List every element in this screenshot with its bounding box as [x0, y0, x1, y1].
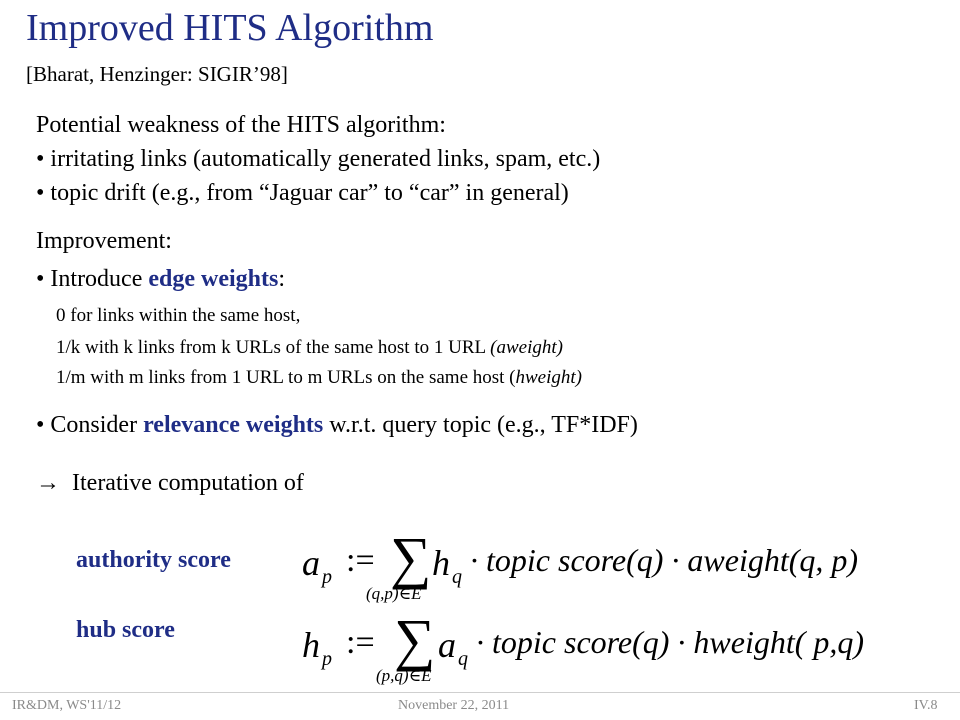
slide-title: Improved HITS Algorithm: [26, 7, 434, 49]
iterative-text: Iterative computation of: [72, 470, 304, 496]
weakness-heading: Potential weakness of the HITS algorithm:: [36, 112, 446, 138]
hub-sum-under: (p,q)∈E: [376, 666, 432, 685]
edge-line-3-text: 1/m with m links from 1 URL to m URLs on the same host (: [56, 367, 516, 388]
relevance-suffix: w.r.t. query topic (e.g., TF*IDF): [323, 412, 638, 438]
iterative-line: [36, 470, 304, 497]
authority-assign: :=: [346, 542, 375, 579]
edge-line-1: [56, 305, 300, 327]
edge-suffix: :: [278, 266, 286, 292]
relevance-bullet: • Consider relevance weights w.r.t. query topic (e.g., TF*IDF): [36, 412, 638, 438]
edge-line-1-text: 0 for links within the same host,: [56, 305, 301, 326]
edge-weights-bullet: • Introduce edge weights:: [36, 266, 286, 292]
relevance-prefix: Consider: [50, 412, 144, 438]
improvement-heading: Improvement:: [36, 228, 172, 254]
hub-score-label: hub score: [76, 617, 175, 643]
aweight-label: (aweight): [490, 337, 563, 358]
edge-weights-highlight: edge weights: [148, 266, 279, 292]
hub-term-sub: q: [458, 648, 468, 670]
hub-rest: · topic score(q) · hweight( p,q): [476, 624, 865, 660]
relevance-weights-highlight: relevance weights: [143, 412, 324, 438]
footer-page-number: IV.8: [914, 698, 938, 713]
authority-sum-under: (q,p)∈E: [366, 584, 422, 603]
authority-term-sub: q: [452, 566, 462, 588]
hub-sum-icon: ∑: [394, 607, 436, 672]
weakness-bullet-1: • irritating links (automatically generated links, spam, etc.): [36, 146, 601, 172]
authority-score-label: authority score: [76, 547, 231, 573]
edge-prefix: Introduce: [50, 266, 149, 292]
edge-line-3: [56, 367, 582, 389]
hub-lhs-sub: p: [322, 648, 332, 670]
edge-line-2-text: 1/k with k links from k URLs of the same host to 1 URL: [56, 337, 491, 358]
footer-date: November 22, 2011: [398, 698, 510, 713]
weakness-item-2: topic drift (e.g., from “Jaguar car” to “car” in general): [50, 180, 569, 206]
weakness-item-1: irritating links (automatically generated links, spam, etc.): [50, 146, 601, 172]
authority-sum-icon: ∑: [390, 525, 432, 590]
authority-lhs-sub: p: [322, 566, 332, 588]
footer-course: IR&DM, WS'11/12: [12, 698, 122, 713]
hub-term: a: [438, 625, 456, 665]
footer-rule: [0, 692, 960, 693]
authority-lhs: a: [302, 543, 320, 583]
slide-subtitle: [Bharat, Henzinger: SIGIR’98]: [26, 62, 288, 86]
authority-term: h: [432, 543, 450, 583]
edge-line-2: [56, 337, 563, 359]
weakness-bullet-2: • topic drift (e.g., from “Jaguar car” to “car” in general): [36, 180, 569, 206]
hub-lhs: h: [302, 625, 320, 665]
hweight-label: hweight): [515, 367, 582, 388]
hub-assign: :=: [346, 624, 375, 661]
authority-rest: · topic score(q) · aweight(q, p): [470, 542, 859, 578]
arrow-icon: →: [36, 470, 60, 496]
